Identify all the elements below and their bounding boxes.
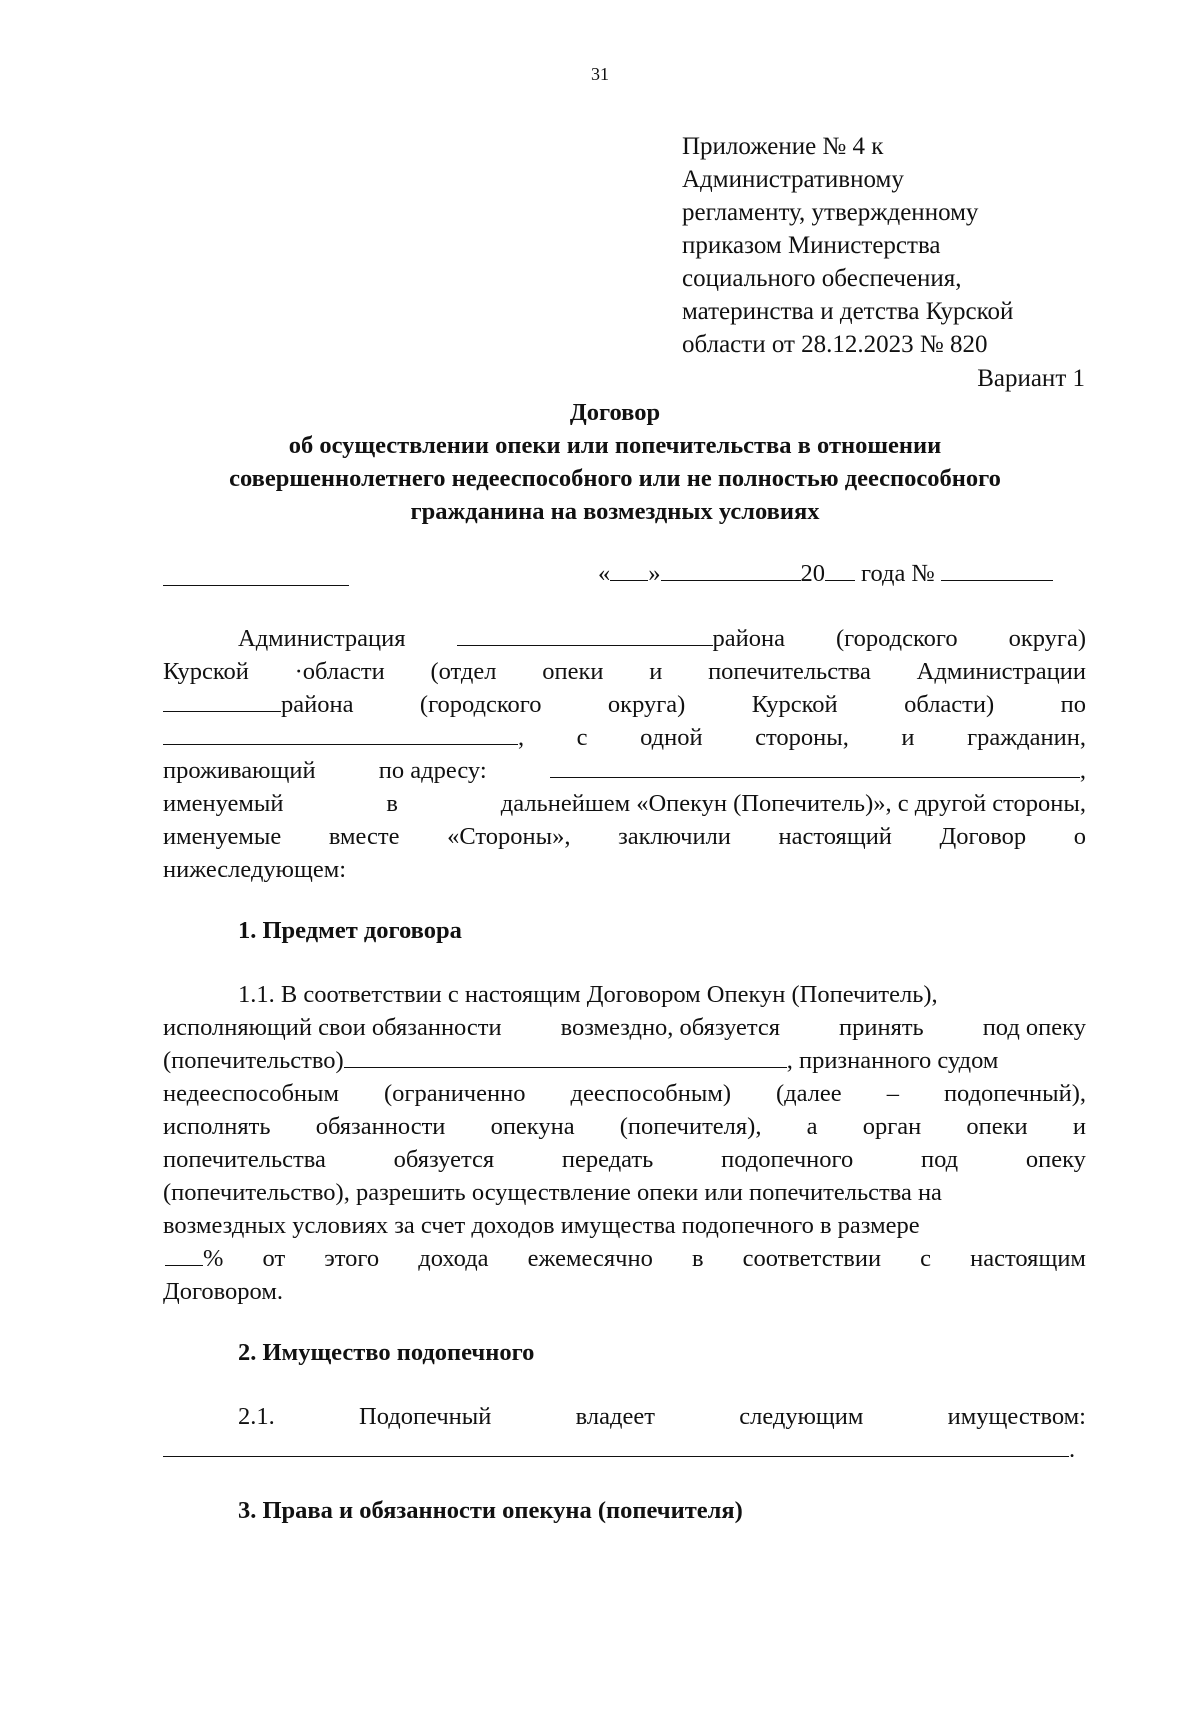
word: Договор [939,823,1027,850]
section-1-line-1 [238,978,1086,1011]
appendix-reference [682,130,1112,361]
word: а [806,1113,818,1140]
word: именуемые [163,823,282,850]
section-2-line-2: . [163,1433,1075,1466]
word: и [649,658,663,685]
word: округа) [1008,625,1086,652]
section-1-line-9 [163,1242,1086,1275]
preamble-line-2 [163,655,1086,688]
preamble-line-6 [163,787,1086,820]
year-suffix: года № [861,560,935,587]
appendix-line: Административному [682,166,904,193]
quote-open: « [598,560,611,587]
word: «Стороны», [447,823,571,850]
section-1-line-2 [163,1011,1086,1044]
district-blank [457,623,713,646]
word: настоящий [778,823,892,850]
section-2-heading: 2. Имущество подопечного [238,1339,535,1366]
word: недееспособным [163,1080,339,1107]
preamble-line-4 [163,721,1086,754]
word: округа) [607,691,686,718]
date-line [598,557,1053,590]
district-blank-2 [163,689,281,712]
word: обязанности [315,1113,446,1140]
appendix-line: социального обеспечения, [682,265,962,292]
section-1-line-4 [163,1077,1086,1110]
word: в [691,1245,704,1272]
text: возмездно, обязуется [560,1014,781,1041]
word: вместе [328,823,400,850]
section-2-line-1 [238,1400,1086,1433]
word: ежемесячно [527,1245,653,1272]
word: 2.1. [238,1403,275,1430]
word: Подопечный [359,1403,492,1430]
word: с [920,1245,932,1272]
word: гражданин, [967,724,1086,751]
text: исполняющий свои обязанности [163,1014,502,1041]
word: попечительства [163,1146,326,1173]
appendix-line: области от 28.12.2023 № 820 [682,331,988,358]
word: этого [324,1245,380,1272]
title-line: Договор [569,399,661,426]
word: настоящим [970,1245,1086,1272]
word: от [262,1245,286,1272]
text: 1.1. В соответствии с настоящим Договором Опекун (Попечитель), [238,981,938,1008]
title-line: гражданина на возмездных условиях [410,498,820,525]
month-blank [661,558,801,581]
word: Курской [751,691,838,718]
word: проживающий [163,757,316,784]
word: имуществом: [947,1403,1086,1430]
word: опекуна [490,1113,575,1140]
section-1-heading: 1. Предмет договора [238,917,462,944]
word: соответствии [742,1245,882,1272]
place-blank [163,585,349,586]
word: и [1072,1113,1086,1140]
word: о [1073,823,1086,850]
word: области) [904,691,995,718]
section-1-line-3 [163,1044,1086,1077]
word: (отдел [430,658,497,685]
page-number: 31 [591,64,609,84]
word: опеку [1025,1146,1086,1173]
word: стороны, [755,724,849,751]
word: обязуется [393,1146,495,1173]
word: Администрации [916,658,1086,685]
word: одной [640,724,703,751]
word: (городского [419,691,542,718]
preamble-line-5 [163,754,1086,787]
word: (далее [775,1080,842,1107]
word-with-blank: района [163,688,353,721]
section-3-heading: 3. Права и обязанности опекуна (попечителя) [238,1497,743,1524]
word: по адресу: [378,757,487,784]
variant-label: Вариант 1 [977,365,1085,392]
word: с [576,724,588,751]
representative-blank [163,722,518,745]
word-with-blank: района [457,622,785,655]
preamble-line-1 [238,622,1086,655]
word-with-blank: , [550,754,1086,787]
preamble-line-8: нижеследующем: [163,856,347,883]
day-blank [610,558,648,581]
word: ·области [294,658,385,685]
section-1-line-6 [163,1143,1086,1176]
word: Администрация [238,625,406,652]
appendix-line: Приложение № 4 к [682,133,884,160]
section-1-line-5 [163,1110,1086,1143]
section-1-line-7: (попечительство), разрешить осуществление опеки или попечительства на [163,1179,942,1206]
text: принять [839,1014,924,1041]
word: Курской [163,658,249,685]
word: и [901,724,915,751]
word: под [920,1146,959,1173]
word: опеки [966,1113,1028,1140]
year-blank [825,558,855,581]
word: следующим [739,1403,864,1430]
word: владеет [575,1403,655,1430]
ward-name-blank [344,1045,787,1068]
quote-close: » [648,560,661,587]
word: попечительства [708,658,871,685]
preamble-line-7 [163,820,1086,853]
number-blank [941,558,1053,581]
word: по [1060,691,1086,718]
word: дееспособным) [570,1080,731,1107]
appendix-line: приказом Министерства [682,232,941,259]
word: дохода [418,1245,489,1272]
word-with-blank: , [163,721,524,754]
word: (ограниченно [384,1080,526,1107]
section-1-line-10: Договором. [163,1278,283,1305]
appendix-line: регламенту, утвержденному [682,199,979,226]
document-title [150,396,1080,528]
word: передать [561,1146,654,1173]
title-line: об осуществлении опеки или попечительства в отношении [288,432,942,459]
word: в [386,790,398,817]
section-1-line-8: возмездных условиях за счет доходов имущества подопечного в размере [163,1212,920,1239]
word-with-blank: % [163,1242,223,1275]
preamble-line-3 [163,688,1086,721]
word: исполнять [163,1113,271,1140]
property-blank [163,1434,1069,1457]
word: (попечителя), [619,1113,762,1140]
percent-blank [165,1243,203,1266]
word: опеки [542,658,604,685]
word: дальнейшем «Опекун (Попечитель)», с другой стороны, [500,790,1086,817]
appendix-line: материнства и детства Курской [682,298,1014,325]
text-with-blank: (попечительство) , признанного судом [163,1047,999,1074]
word: заключили [618,823,731,850]
text: под опеку [982,1014,1086,1041]
address-blank [550,755,1080,778]
word: именуемый [163,790,284,817]
title-line: совершеннолетнего недееспособного или не полностью дееспособного [229,465,1001,492]
word: подопечного [721,1146,854,1173]
year-prefix: 20 [800,560,825,587]
word: подопечный), [943,1080,1086,1107]
word: (городского [835,625,958,652]
word: – [886,1080,899,1107]
word: орган [862,1113,922,1140]
